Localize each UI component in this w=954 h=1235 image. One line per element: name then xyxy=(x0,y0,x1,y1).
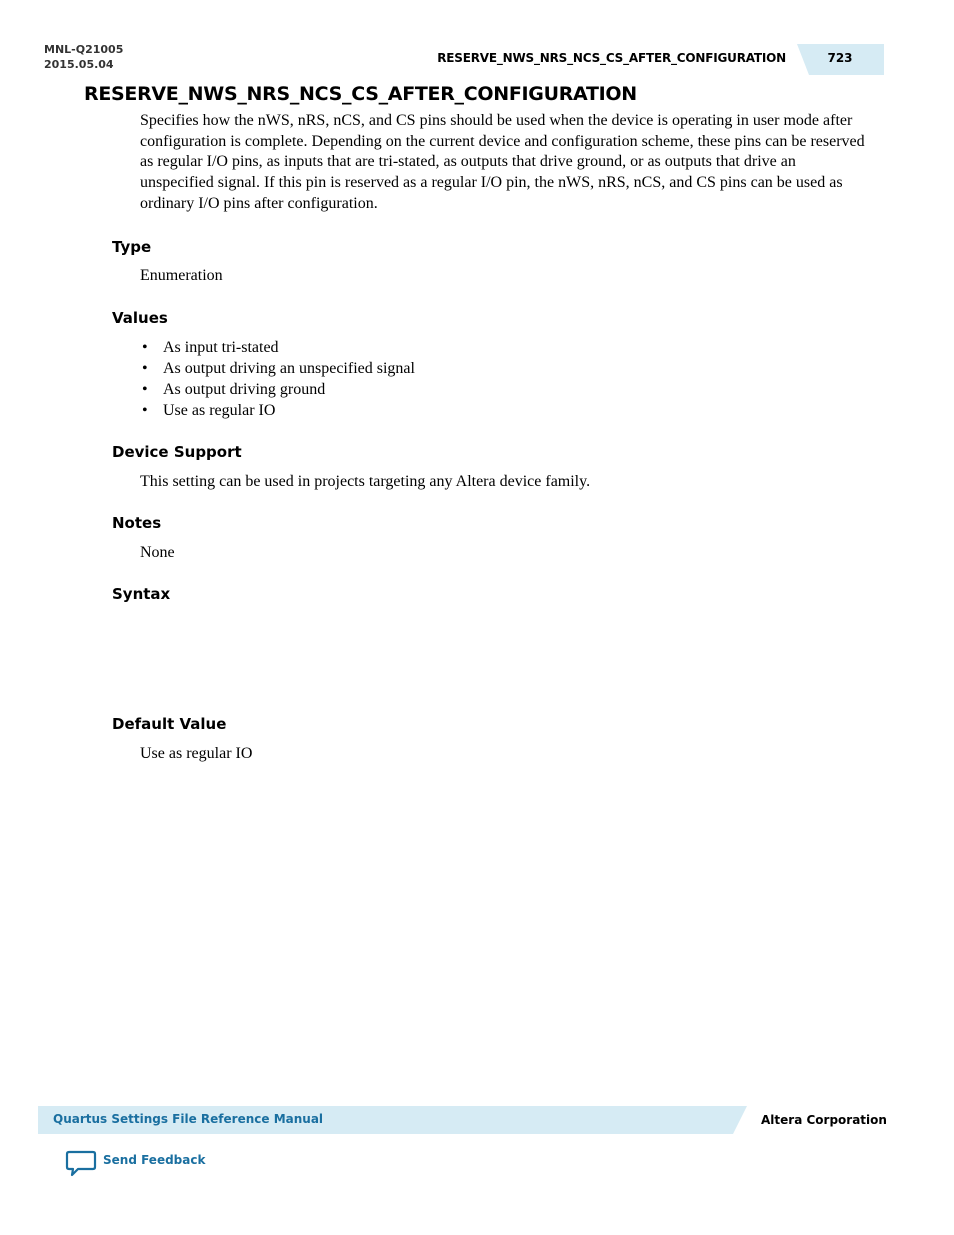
document-id-block xyxy=(44,42,123,72)
type-text: Enumeration xyxy=(140,267,223,284)
default-value-text: Use as regular IO xyxy=(140,745,253,762)
list-item-text: As input tri-stated xyxy=(163,339,279,356)
list-item-text: Use as regular IO xyxy=(163,402,276,419)
footer-company: Altera Corporation xyxy=(761,1113,887,1127)
send-feedback-link[interactable]: Send Feedback xyxy=(103,1153,206,1167)
list-item-text: As output driving an unspecified signal xyxy=(163,360,415,377)
notes-text: None xyxy=(140,544,175,561)
bullet: • xyxy=(142,339,148,356)
device-support-text: This setting can be used in projects targeting any Altera device family. xyxy=(140,473,591,490)
type-heading: Type xyxy=(112,238,152,256)
page-number: 723 xyxy=(827,51,853,65)
bullet: • xyxy=(142,360,148,377)
syntax-heading: Syntax xyxy=(112,585,171,603)
bullet: • xyxy=(142,381,148,398)
device-support-heading: Device Support xyxy=(112,443,242,461)
notes-heading: Notes xyxy=(112,514,162,532)
document-date: 2015.05.04 xyxy=(44,58,114,71)
list-item xyxy=(140,358,415,379)
bullet: • xyxy=(142,402,148,419)
page-title: RESERVE_NWS_NRS_NCS_CS_AFTER_CONFIGURATION xyxy=(84,83,637,105)
default-value-heading: Default Value xyxy=(112,715,227,733)
intro-paragraph: Specifies how the nWS, nRS, nCS, and CS pins should be used when the device is operating in user mode after configuration is complete. Depending on the current device and configuration scheme, these pins can be reserved as regular I/O pins, as inputs that are tri-stated, as outputs that drive ground, or as outputs that drive an unspecified signal. If this pin is reserved as a regular I/O pin, the nWS, nRS, nCS, and CS pins can be used as ordinary I/O pins after configuration. xyxy=(140,112,865,212)
document-id: MNL-Q21005 xyxy=(44,43,124,56)
list-item xyxy=(140,379,415,400)
list-item xyxy=(140,337,415,358)
list-item xyxy=(140,400,415,421)
running-header-title: RESERVE_NWS_NRS_NCS_CS_AFTER_CONFIGURATION xyxy=(437,51,786,65)
values-heading: Values xyxy=(112,309,168,327)
footer-manual-title: Quartus Settings File Reference Manual xyxy=(53,1112,324,1126)
speech-bubble-icon[interactable] xyxy=(65,1150,97,1178)
values-list xyxy=(140,337,415,421)
list-item-text: As output driving ground xyxy=(163,381,326,398)
